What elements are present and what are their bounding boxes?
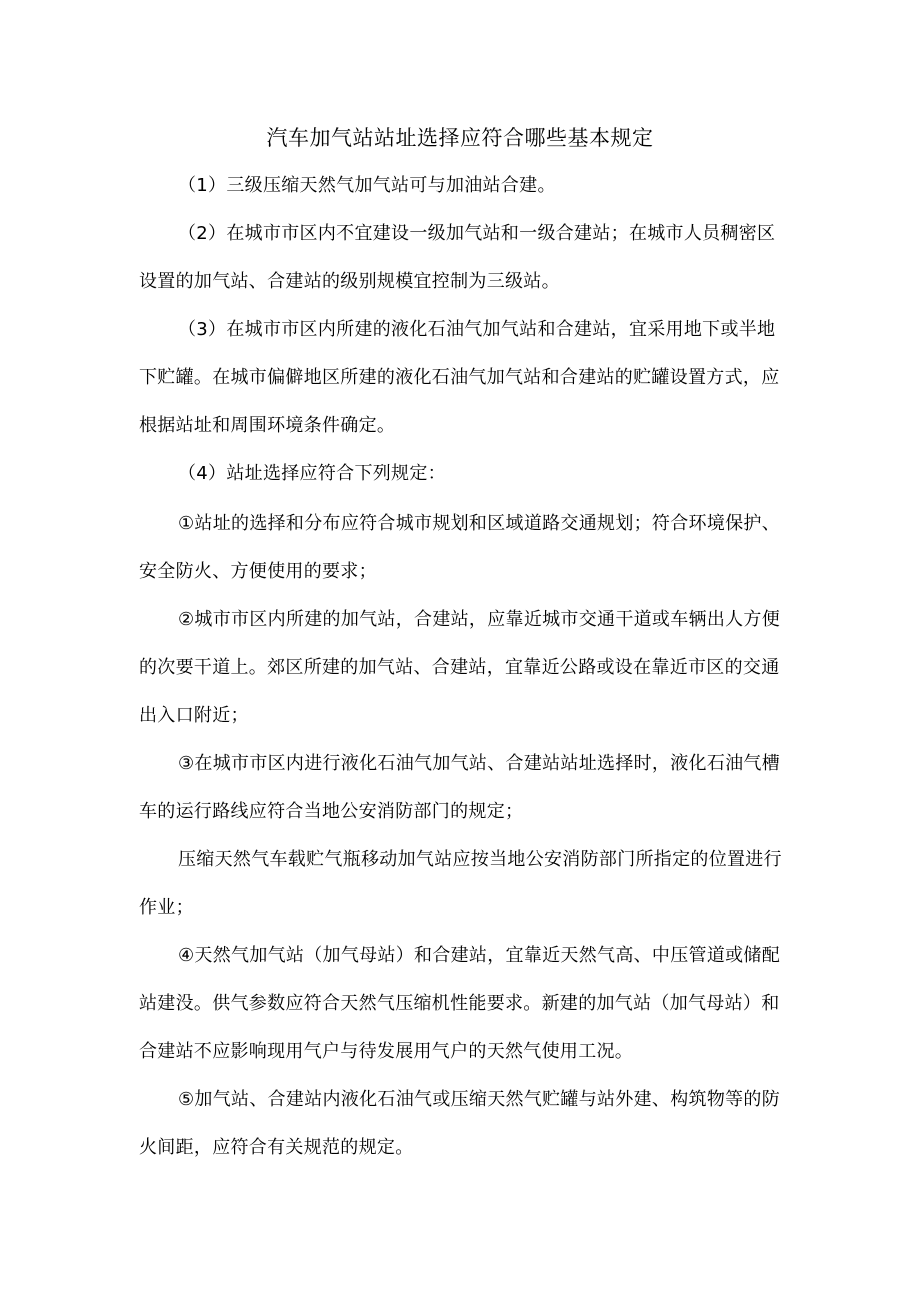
body-line: 合建站不应影响现用气户与待发展用气户的天然气使用工况。 xyxy=(139,1041,634,1062)
body-line: （3）在城市市区内所建的液化石油气加气站和合建站，宜采用地下或半地 xyxy=(178,319,776,340)
page-title: 汽车加气站站址选择应符合哪些基本规定 xyxy=(266,126,654,150)
body-line: 根据站址和周围环境条件确定。 xyxy=(139,415,396,436)
body-line: ②城市市区内所建的加气站，合建站，应靠近城市交通干道或车辆出人方便 xyxy=(178,609,781,630)
body-line: 火间距，应符合有关规范的规定。 xyxy=(139,1137,414,1158)
body-line: ①站址的选择和分布应符合城市规划和区域道路交通规划；符合环境保护、 xyxy=(178,513,781,534)
body-line: 下贮罐。在城市偏僻地区所建的液化石油气加气站和合建站的贮罐设置方式，应 xyxy=(139,367,780,388)
body-line: 车的运行路线应符合当地公安消防部门的规定； xyxy=(139,801,524,822)
body-line: ④天然气加气站（加气母站）和合建站，宜靠近天然气高、中压管道或储配 xyxy=(178,945,781,966)
body-line: ⑤加气站、合建站内液化石油气或压缩天然气贮罐与站外建、构筑物等的防 xyxy=(178,1089,781,1110)
body-line: 作业； xyxy=(139,897,194,918)
body-line: ③在城市市区内进行液化石油气加气站、合建站站址选择时，液化石油气槽 xyxy=(178,753,781,774)
body-line: （1）三级压缩天然气加气站可与加油站合建。 xyxy=(178,175,556,196)
body-line: 出入口附近； xyxy=(139,705,249,726)
body-line: 的次要干道上。郊区所建的加气站、合建站，宜靠近公路或设在靠近市区的交通 xyxy=(139,657,780,678)
body-line: （2）在城市市区内不宜建设一级加气站和一级合建站；在城市人员稠密区 xyxy=(178,223,776,244)
body-line: 压缩天然气车载贮气瓶移动加气站应按当地公安消防部门所指定的位置进行 xyxy=(178,849,782,870)
body-line: 安全防火、方便使用的要求； xyxy=(139,561,377,582)
body-line: 站建没。供气参数应符合天然气压缩机性能要求。新建的加气站（加气母站）和 xyxy=(139,993,780,1014)
body-line: （4）站址选择应符合下列规定： xyxy=(178,463,446,484)
body-line: 设置的加气站、合建站的级别规模宜控制为三级站。 xyxy=(139,271,560,292)
